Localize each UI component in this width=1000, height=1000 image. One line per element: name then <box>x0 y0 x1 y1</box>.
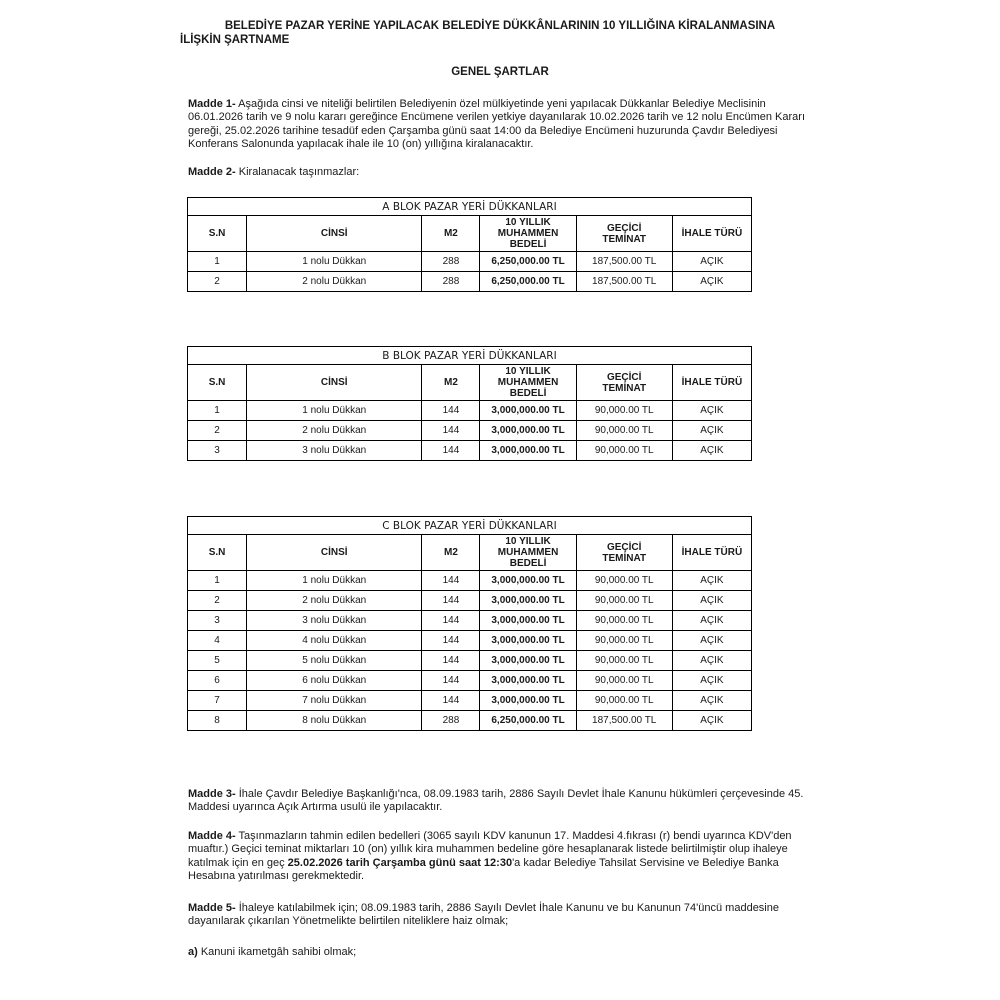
cell-teminat: 90,000.00 TL <box>576 651 672 671</box>
cell-bedel: 3,000,000.00 TL <box>480 671 576 691</box>
cell-sn: 3 <box>188 611 247 631</box>
cell-teminat: 90,000.00 TL <box>576 671 672 691</box>
cell-bedel: 3,000,000.00 TL <box>480 611 576 631</box>
cell-ihale: AÇIK <box>672 591 751 611</box>
madde-4-text: Taşınmazların tahmin edilen bedelleri (3065 sayılı KDV kanunun 17. Maddesi 4.fıkrası (r) bendi uyarınca KDV'den muaftır.) Geçici teminat miktarları 10 (on) yıllık kira muhammen bedeline göre hesaplanarak listede belirtilmiştir olup ihaleye katılmak için en geç <box>188 830 792 869</box>
cell-cinsi: 1 nolu Dükkan <box>247 571 422 591</box>
header-sn: S.N <box>188 365 247 401</box>
cell-teminat: 187,500.00 TL <box>576 711 672 731</box>
cell-teminat: 187,500.00 TL <box>576 272 672 292</box>
table-row <box>188 272 752 292</box>
cell-bedel: 6,250,000.00 TL <box>480 711 576 731</box>
table-row <box>188 671 752 691</box>
cell-bedel: 3,000,000.00 TL <box>480 401 576 421</box>
cell-sn: 5 <box>188 651 247 671</box>
title-line-1: BELEDİYE PAZAR YERİNE YAPILACAK BELEDİYE DÜKKÂNLARININ 10 YILLIĞINA KİRALANMASINA <box>224 20 776 32</box>
cell-sn: 3 <box>188 441 247 461</box>
header-cinsi: CİNSİ <box>247 535 422 571</box>
table-row <box>188 252 752 272</box>
cell-bedel: 3,000,000.00 TL <box>480 441 576 461</box>
cell-cinsi: 2 nolu Dükkan <box>247 421 422 441</box>
cell-cinsi: 3 nolu Dükkan <box>247 611 422 631</box>
madde-2-text: Kiralanacak taşınmazlar: <box>238 166 360 178</box>
section-heading: GENEL ŞARTLAR <box>451 66 549 78</box>
cell-m2: 144 <box>422 591 480 611</box>
cell-m2: 288 <box>422 252 480 272</box>
header-bedel: 10 YILLIK MUHAMMEN BEDELİ <box>480 535 576 571</box>
cell-sn: 4 <box>188 631 247 651</box>
header-cinsi: CİNSİ <box>247 365 422 401</box>
header-m2: M2 <box>422 216 480 252</box>
cell-sn: 2 <box>188 421 247 441</box>
cell-sn: 1 <box>188 401 247 421</box>
cell-m2: 288 <box>422 272 480 292</box>
table-row <box>188 421 752 441</box>
cell-m2: 144 <box>422 671 480 691</box>
cell-m2: 144 <box>422 401 480 421</box>
cell-sn: 1 <box>188 571 247 591</box>
title-line-2: İLİŞKİN ŞARTNAME <box>180 34 290 46</box>
cell-cinsi: 4 nolu Dükkan <box>247 631 422 651</box>
table-caption: A BLOK PAZAR YERİ DÜKKANLARI <box>188 198 752 216</box>
cell-cinsi: 2 nolu Dükkan <box>247 591 422 611</box>
madde-5 <box>188 902 810 929</box>
madde-2-label: Madde 2- <box>188 166 236 178</box>
table-row <box>188 711 752 731</box>
table-row <box>188 691 752 711</box>
cell-sn: 8 <box>188 711 247 731</box>
table-row <box>188 571 752 591</box>
madde-2 <box>188 166 810 179</box>
cell-teminat: 90,000.00 TL <box>576 591 672 611</box>
madde-3-text: İhale Çavdır Belediye Başkanlığı'nca, 08.09.1983 tarih, 2886 Sayılı Devlet İhale Kanunu hükümleri çerçevesinde 45. Maddesi uyarınca Açık Artırma usulü ile yapılacaktır. <box>188 788 804 814</box>
madde-4-text-end: 'a kadar Belediye Tahsilat Servisine ve Belediye Banka Hesabına yatırılması gerekmektedir. <box>188 856 779 882</box>
cell-sn: 7 <box>188 691 247 711</box>
cell-bedel: 3,000,000.00 TL <box>480 631 576 651</box>
cell-cinsi: 8 nolu Dükkan <box>247 711 422 731</box>
table-row <box>188 401 752 421</box>
cell-cinsi: 1 nolu Dükkan <box>247 401 422 421</box>
madde-3 <box>188 788 810 815</box>
cell-m2: 144 <box>422 691 480 711</box>
cell-ihale: AÇIK <box>672 441 751 461</box>
madde-5-label: Madde 5- <box>188 902 236 914</box>
header-ihale: İHALE TÜRÜ <box>672 365 751 401</box>
cell-m2: 144 <box>422 631 480 651</box>
cell-ihale: AÇIK <box>672 691 751 711</box>
madde-4 <box>188 830 810 883</box>
header-sn: S.N <box>188 216 247 252</box>
cell-bedel: 3,000,000.00 TL <box>480 691 576 711</box>
madde-1-text: Aşağıda cinsi ve niteliği belirtilen Belediyenin özel mülkiyetinde yeni yapılacak Dükkanlar Belediye Meclisinin 06.01.2026 tarih ve 9 nolu kararı gereğince Encümene verilen yetkiye dayanılarak 10.02.2026 tarih ve 12 nolu Encümen Kararı gereği, 25.02.2026 tarihine tesadüf eden Çarşamba günü saat 14:00 da Belediye Encümeni huzurunda Çavdır Belediyesi Konferans Salonunda yapılacak ihale ile 10 (on) yıllığına kiralanacaktır. <box>188 98 805 150</box>
cell-cinsi: 6 nolu Dükkan <box>247 671 422 691</box>
item-a-label: a) <box>188 946 198 958</box>
cell-m2: 144 <box>422 571 480 591</box>
header-teminat: GEÇİCİ TEMİNAT <box>576 216 672 252</box>
cell-bedel: 6,250,000.00 TL <box>480 252 576 272</box>
cell-ihale: AÇIK <box>672 421 751 441</box>
cell-bedel: 3,000,000.00 TL <box>480 421 576 441</box>
cell-ihale: AÇIK <box>672 651 751 671</box>
item-a <box>188 946 810 959</box>
header-cinsi: CİNSİ <box>247 216 422 252</box>
document-title <box>150 19 850 47</box>
madde-4-deadline: 25.02.2026 tarih Çarşamba günü saat 12:30 <box>287 856 513 869</box>
cell-sn: 2 <box>188 591 247 611</box>
table-caption: B BLOK PAZAR YERİ DÜKKANLARI <box>188 347 752 365</box>
header-sn: S.N <box>188 535 247 571</box>
madde-3-label: Madde 3- <box>188 788 236 800</box>
cell-sn: 6 <box>188 671 247 691</box>
cell-ihale: AÇIK <box>672 252 751 272</box>
cell-m2: 144 <box>422 651 480 671</box>
cell-sn: 2 <box>188 272 247 292</box>
header-m2: M2 <box>422 365 480 401</box>
cell-m2: 144 <box>422 421 480 441</box>
cell-m2: 288 <box>422 711 480 731</box>
cell-teminat: 90,000.00 TL <box>576 441 672 461</box>
cell-bedel: 3,000,000.00 TL <box>480 571 576 591</box>
table-row <box>188 611 752 631</box>
cell-teminat: 90,000.00 TL <box>576 421 672 441</box>
cell-ihale: AÇIK <box>672 611 751 631</box>
table-row <box>188 651 752 671</box>
cell-teminat: 90,000.00 TL <box>576 571 672 591</box>
table-row <box>188 441 752 461</box>
madde-5-text: İhaleye katılabilmek için; 08.09.1983 tarih, 2886 Sayılı Devlet İhale Kanunu ve bu Kanunun 74'üncü maddesine dayanılarak çıkarılan Yönetmelikte belirtilen niteliklere haiz olmak; <box>188 902 779 928</box>
table-row <box>188 631 752 651</box>
cell-cinsi: 7 nolu Dükkan <box>247 691 422 711</box>
cell-teminat: 90,000.00 TL <box>576 631 672 651</box>
cell-ihale: AÇIK <box>672 711 751 731</box>
cell-sn: 1 <box>188 252 247 272</box>
madde-4-label: Madde 4- <box>188 830 236 842</box>
header-teminat: GEÇİCİ TEMİNAT <box>576 535 672 571</box>
cell-ihale: AÇIK <box>672 631 751 651</box>
cell-bedel: 3,000,000.00 TL <box>480 591 576 611</box>
cell-cinsi: 2 nolu Dükkan <box>247 272 422 292</box>
cell-ihale: AÇIK <box>672 571 751 591</box>
item-a-text: Kanuni ikametgâh sahibi olmak; <box>200 946 357 958</box>
cell-cinsi: 5 nolu Dükkan <box>247 651 422 671</box>
table-c-blok <box>187 516 752 731</box>
table-b-blok <box>187 346 752 461</box>
header-m2: M2 <box>422 535 480 571</box>
cell-ihale: AÇIK <box>672 401 751 421</box>
cell-ihale: AÇIK <box>672 671 751 691</box>
header-ihale: İHALE TÜRÜ <box>672 535 751 571</box>
cell-teminat: 90,000.00 TL <box>576 611 672 631</box>
table-row <box>188 591 752 611</box>
cell-teminat: 90,000.00 TL <box>576 401 672 421</box>
cell-cinsi: 3 nolu Dükkan <box>247 441 422 461</box>
header-bedel: 10 YILLIK MUHAMMEN BEDELİ <box>480 216 576 252</box>
cell-ihale: AÇIK <box>672 272 751 292</box>
table-a-blok <box>187 197 752 292</box>
cell-cinsi: 1 nolu Dükkan <box>247 252 422 272</box>
cell-teminat: 90,000.00 TL <box>576 691 672 711</box>
cell-bedel: 3,000,000.00 TL <box>480 651 576 671</box>
madde-1-label: Madde 1- <box>188 98 236 110</box>
cell-m2: 144 <box>422 611 480 631</box>
cell-teminat: 187,500.00 TL <box>576 252 672 272</box>
cell-m2: 144 <box>422 441 480 461</box>
header-teminat: GEÇİCİ TEMİNAT <box>576 365 672 401</box>
cell-bedel: 6,250,000.00 TL <box>480 272 576 292</box>
madde-1 <box>188 98 810 151</box>
header-ihale: İHALE TÜRÜ <box>672 216 751 252</box>
table-caption: C BLOK PAZAR YERİ DÜKKANLARI <box>188 517 752 535</box>
header-bedel: 10 YILLIK MUHAMMEN BEDELİ <box>480 365 576 401</box>
